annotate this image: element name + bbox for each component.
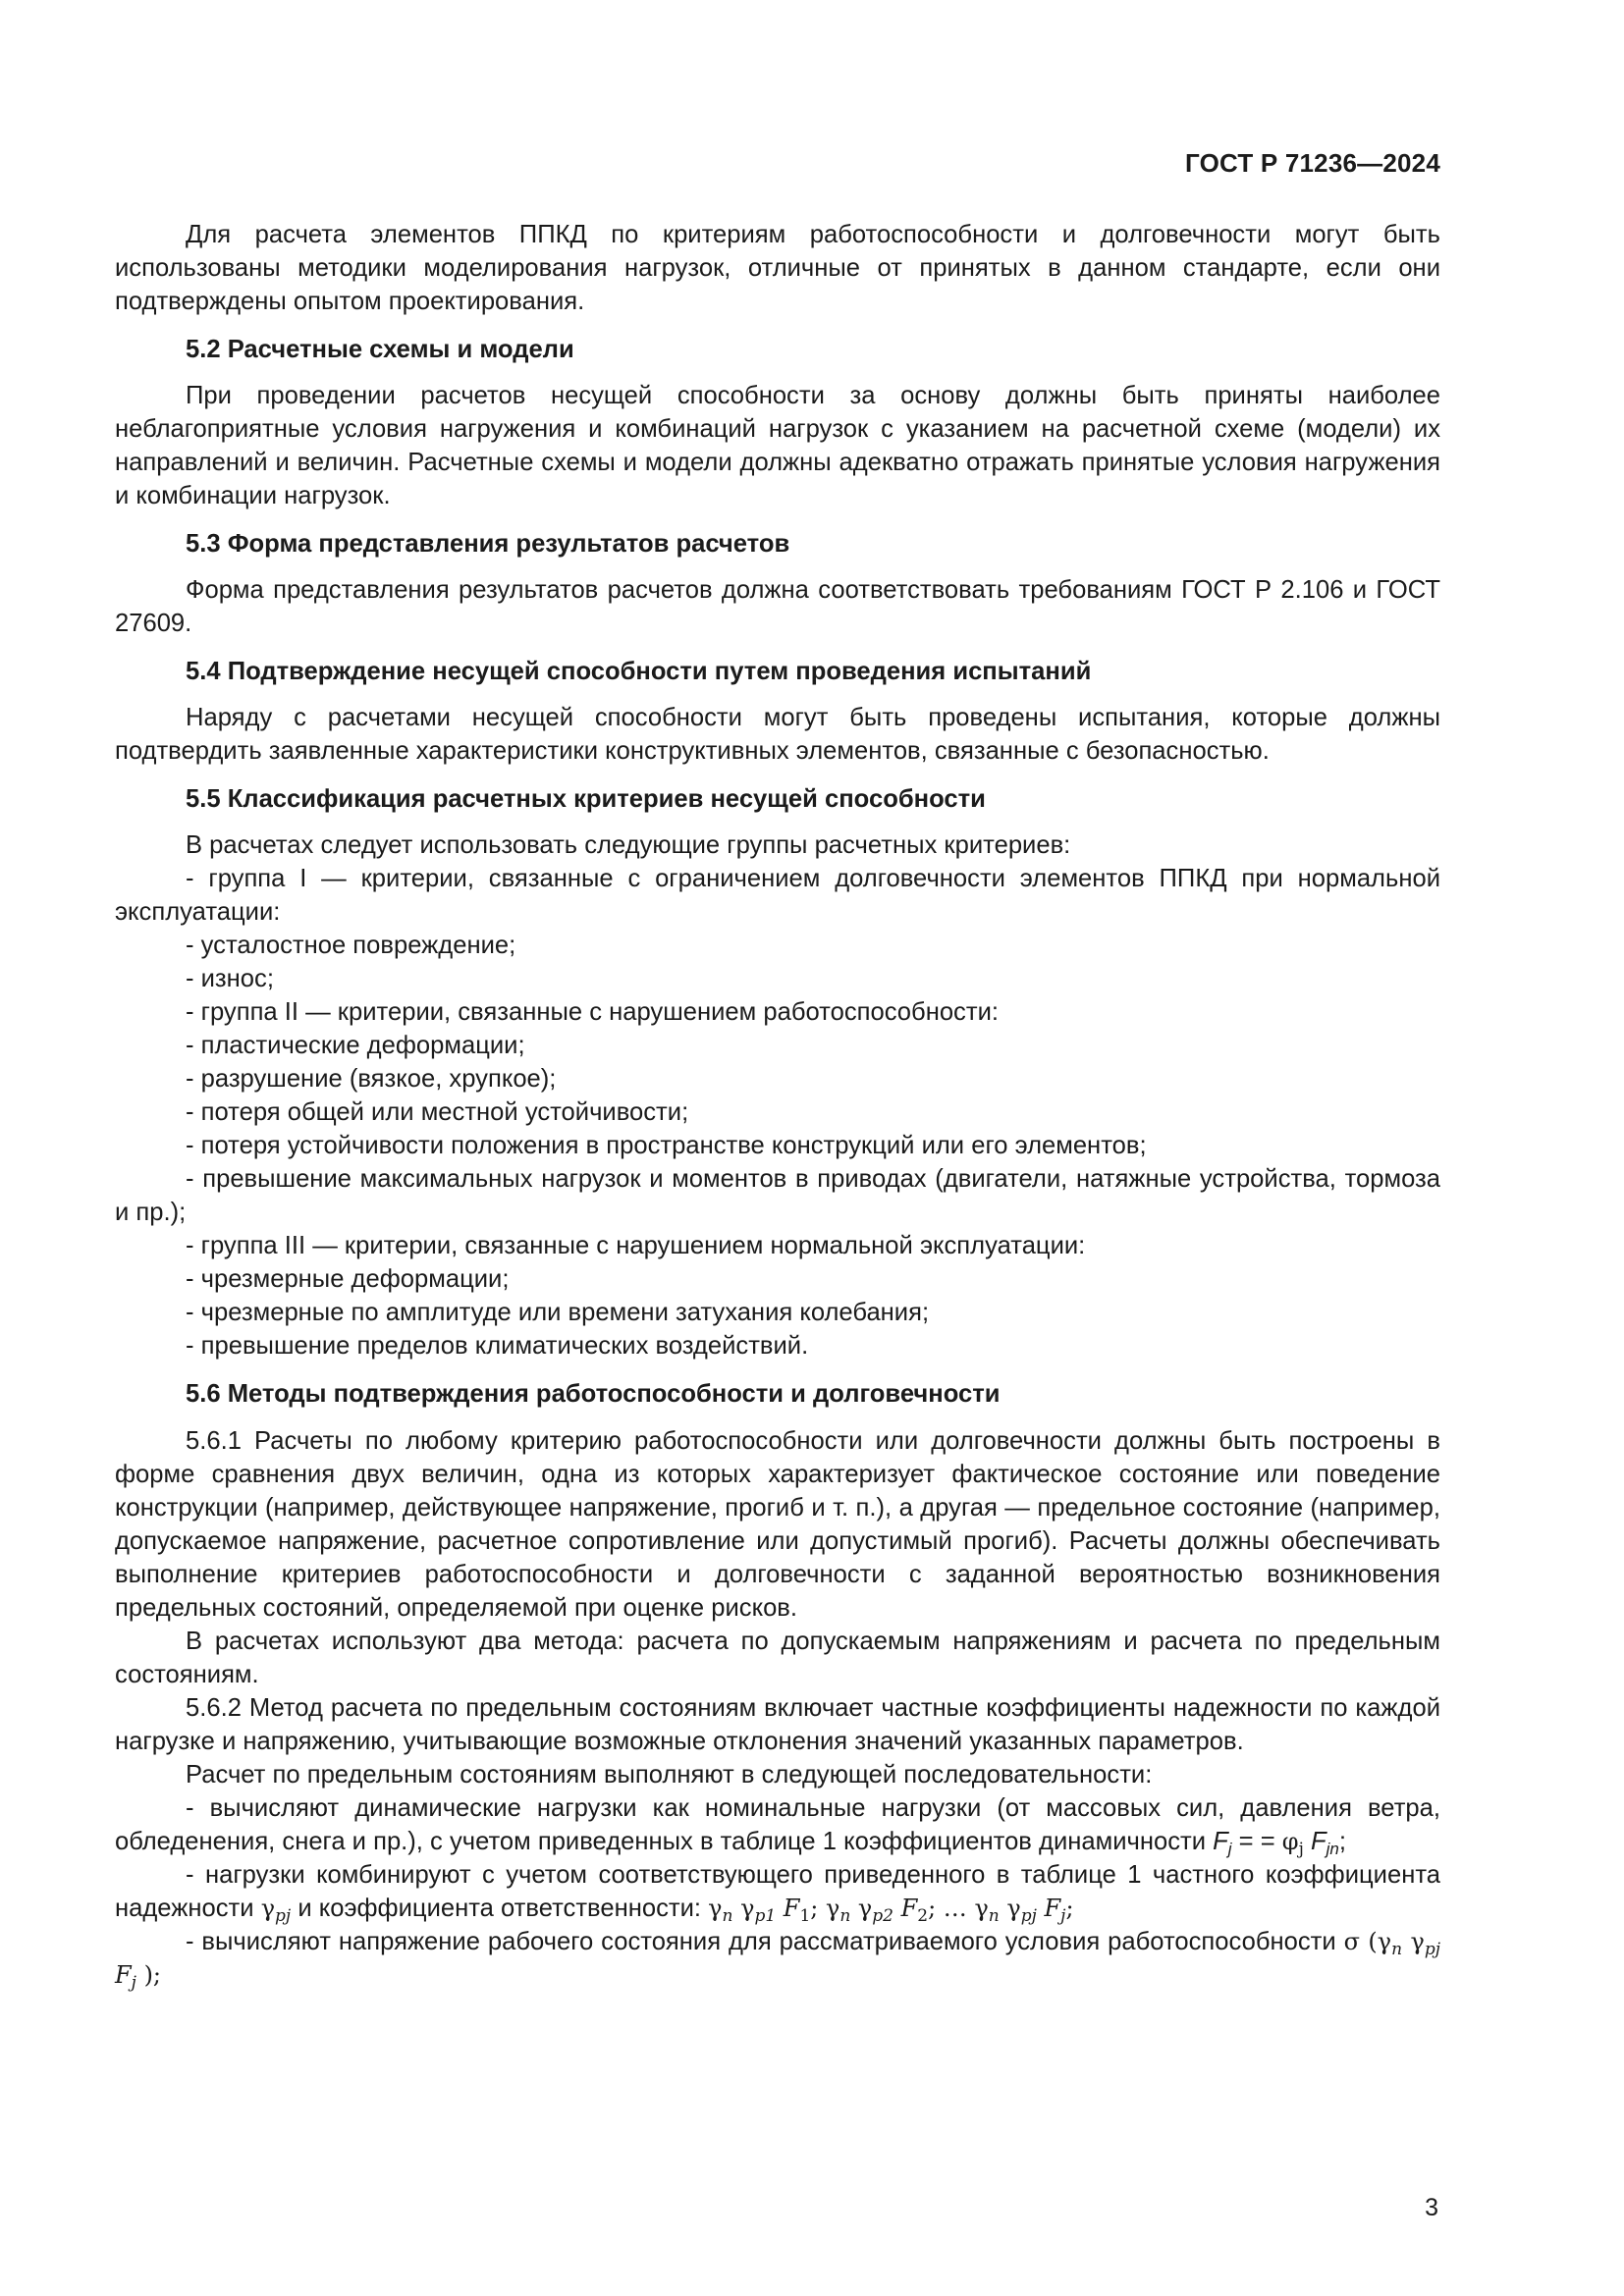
step-working-stress xyxy=(115,1925,1440,1992)
step-load-combination-text: - нагрузки комбинируют с учетом соответствующего приведенного в таблице 1 частного коэффициента надежности xyxy=(115,1861,1440,1922)
clause-5-6-1: 5.6.1 Расчеты по любому критерию работоспособности или долговечности должны быть построены в форме сравнения двух величин, одна из которых характеризует фактическое состояние или поведение конструкции (например, действующее напряжение, прогиб и т. п.), а другая — предельное состояние (например, допускаемое напряжение, расчетное сопротивление или допустимый прогиб). Расчеты должны обеспечивать выполнение критериев работоспособности и долговечности с заданной вероятностью возникновения предельных состояний, определяемой при оценке рисков. xyxy=(115,1427,1440,1622)
criteria-list-item: - группа II — критерии, связанные с нарушением работоспособности: xyxy=(186,998,999,1026)
criteria-list-item: - чрезмерные по амплитуде или времени затухания колебания; xyxy=(186,1299,930,1326)
section-5-4-heading: 5.4 Подтверждение несущей способности путем проведения испытаний xyxy=(186,658,1092,685)
criteria-list-item: - чрезмерные деформации; xyxy=(186,1265,510,1293)
section-5-6-heading: 5.6 Методы подтверждения работоспособности и долговечности xyxy=(186,1380,1001,1408)
step-load-combination xyxy=(115,1858,1440,1925)
step-working-stress-text: - вычисляют напряжение рабочего состояния для рассматриваемого условия работоспособности xyxy=(186,1928,1336,1955)
criteria-list-item: - превышение пределов климатических воздействий. xyxy=(186,1332,809,1360)
clause-5-6-2: 5.6.2 Метод расчета по предельным состояниям включает частные коэффициенты надежности по каждой нагрузке и напряжению, учитывающие возможные отклонения значений указанных параметров. xyxy=(115,1694,1440,1755)
criteria-list-item: - разрушение (вязкое, хрупкое); xyxy=(186,1065,557,1093)
step-dynamic-loads-text: - вычисляют динамические нагрузки как номинальные нагрузки (от массовых сил, давления ветра, обледенения, снега и пр.), с учетом приведенных в таблице 1 коэффициентов динамичности xyxy=(115,1794,1440,1855)
formula-working-stress: σ ($\gamma_n$ $\gamma_{pj}$ $F_j$ ); xyxy=(115,1928,1440,1993)
criteria-list-item: - потеря устойчивости положения в пространстве конструкций или его элементов; xyxy=(186,1132,1147,1159)
formula-load-combination: $\gamma_n$ $\gamma_{p1}$ $F_1$; $\gamma_n$ $\gamma_{p2}$ $F_2$; … $\gamma_n$ $\gamma_{pj}$ $F_j$; xyxy=(708,1895,1074,1926)
section-5-3-heading: 5.3 Форма представления результатов расчетов xyxy=(186,530,790,558)
page-number: 3 xyxy=(1425,2194,1438,2221)
intro-paragraph: Для расчета элементов ППКД по критериям работоспособности и долговечности могут быть использованы методики моделирования нагрузок, отличные от принятых в данном стандарте, если они подтверждены опытом проектирования. xyxy=(115,221,1440,315)
page-content xyxy=(115,218,1440,1992)
section-5-4-text: Наряду с расчетами несущей способности могут быть проведены испытания, которые должны подтвердить заявленные характеристики конструктивных элементов, связанные с безопасностью. xyxy=(115,704,1440,765)
formula-dynamic-load: $F_j$ xyxy=(1213,1828,1232,1858)
section-5-2-text: При проведении расчетов несущей способности за основу должны быть приняты наиболее неблагоприятные условия нагружения и комбинаций нагрузок с указанием на расчетной схеме (модели) их направлений и величин. Расчетные схемы и модели должны адекватно отражать принятые условия нагружения и комбинации нагрузок. xyxy=(115,382,1440,509)
section-5-5-heading: 5.5 Классификация расчетных критериев несущей способности xyxy=(186,785,986,813)
sequence-intro: Расчет по предельным состояниям выполняют в следующей последовательности: xyxy=(186,1761,1153,1789)
criteria-list-item: - группа III — критерии, связанные с нарушением нормальной эксплуатации: xyxy=(186,1232,1086,1259)
criteria-list-item: - износ; xyxy=(186,965,274,992)
criteria-list-item: - пластические деформации; xyxy=(186,1032,525,1059)
formula-gamma-pj: $\gamma_{pj}$ xyxy=(260,1895,292,1926)
section-5-5-intro: В расчетах следует использовать следующие группы расчетных критериев: xyxy=(186,831,1071,859)
section-5-2-heading: 5.2 Расчетные схемы и модели xyxy=(186,336,574,363)
step-dynamic-loads: - вычисляют динамические нагрузки как номинальные нагрузки (от массовых сил, давления ветра, обледенения, снега и пр.), с учетом приведенных в таблице 1 коэффициентов динамичности $F_j$ = = $\varphi_j$ $F_{jn}$; xyxy=(115,1794,1440,1859)
document-code: ГОСТ Р 71236—2024 xyxy=(1185,148,1440,178)
criteria-list-item: - превышение максимальных нагрузок и моментов в приводах (двигатели, натяжные устройства, тормоза и пр.); xyxy=(115,1165,1440,1226)
criteria-list-item: - группа I — критерии, связанные с ограничением долговечности элементов ППКД при нормальной эксплуатации: xyxy=(115,865,1440,926)
section-5-3-text: Форма представления результатов расчетов должна соответствовать требованиям ГОСТ Р 2.106 и ГОСТ 27609. xyxy=(115,576,1440,637)
criteria-list-item: - потеря общей или местной устойчивости; xyxy=(186,1098,689,1126)
methods-paragraph: В расчетах используют два метода: расчета по допускаемым напряжениям и расчета по предельным состояниям. xyxy=(115,1628,1440,1688)
step-load-combination-mid: и коэффициента ответственности: xyxy=(298,1895,702,1922)
criteria-list-item: - усталостное повреждение; xyxy=(186,932,516,959)
